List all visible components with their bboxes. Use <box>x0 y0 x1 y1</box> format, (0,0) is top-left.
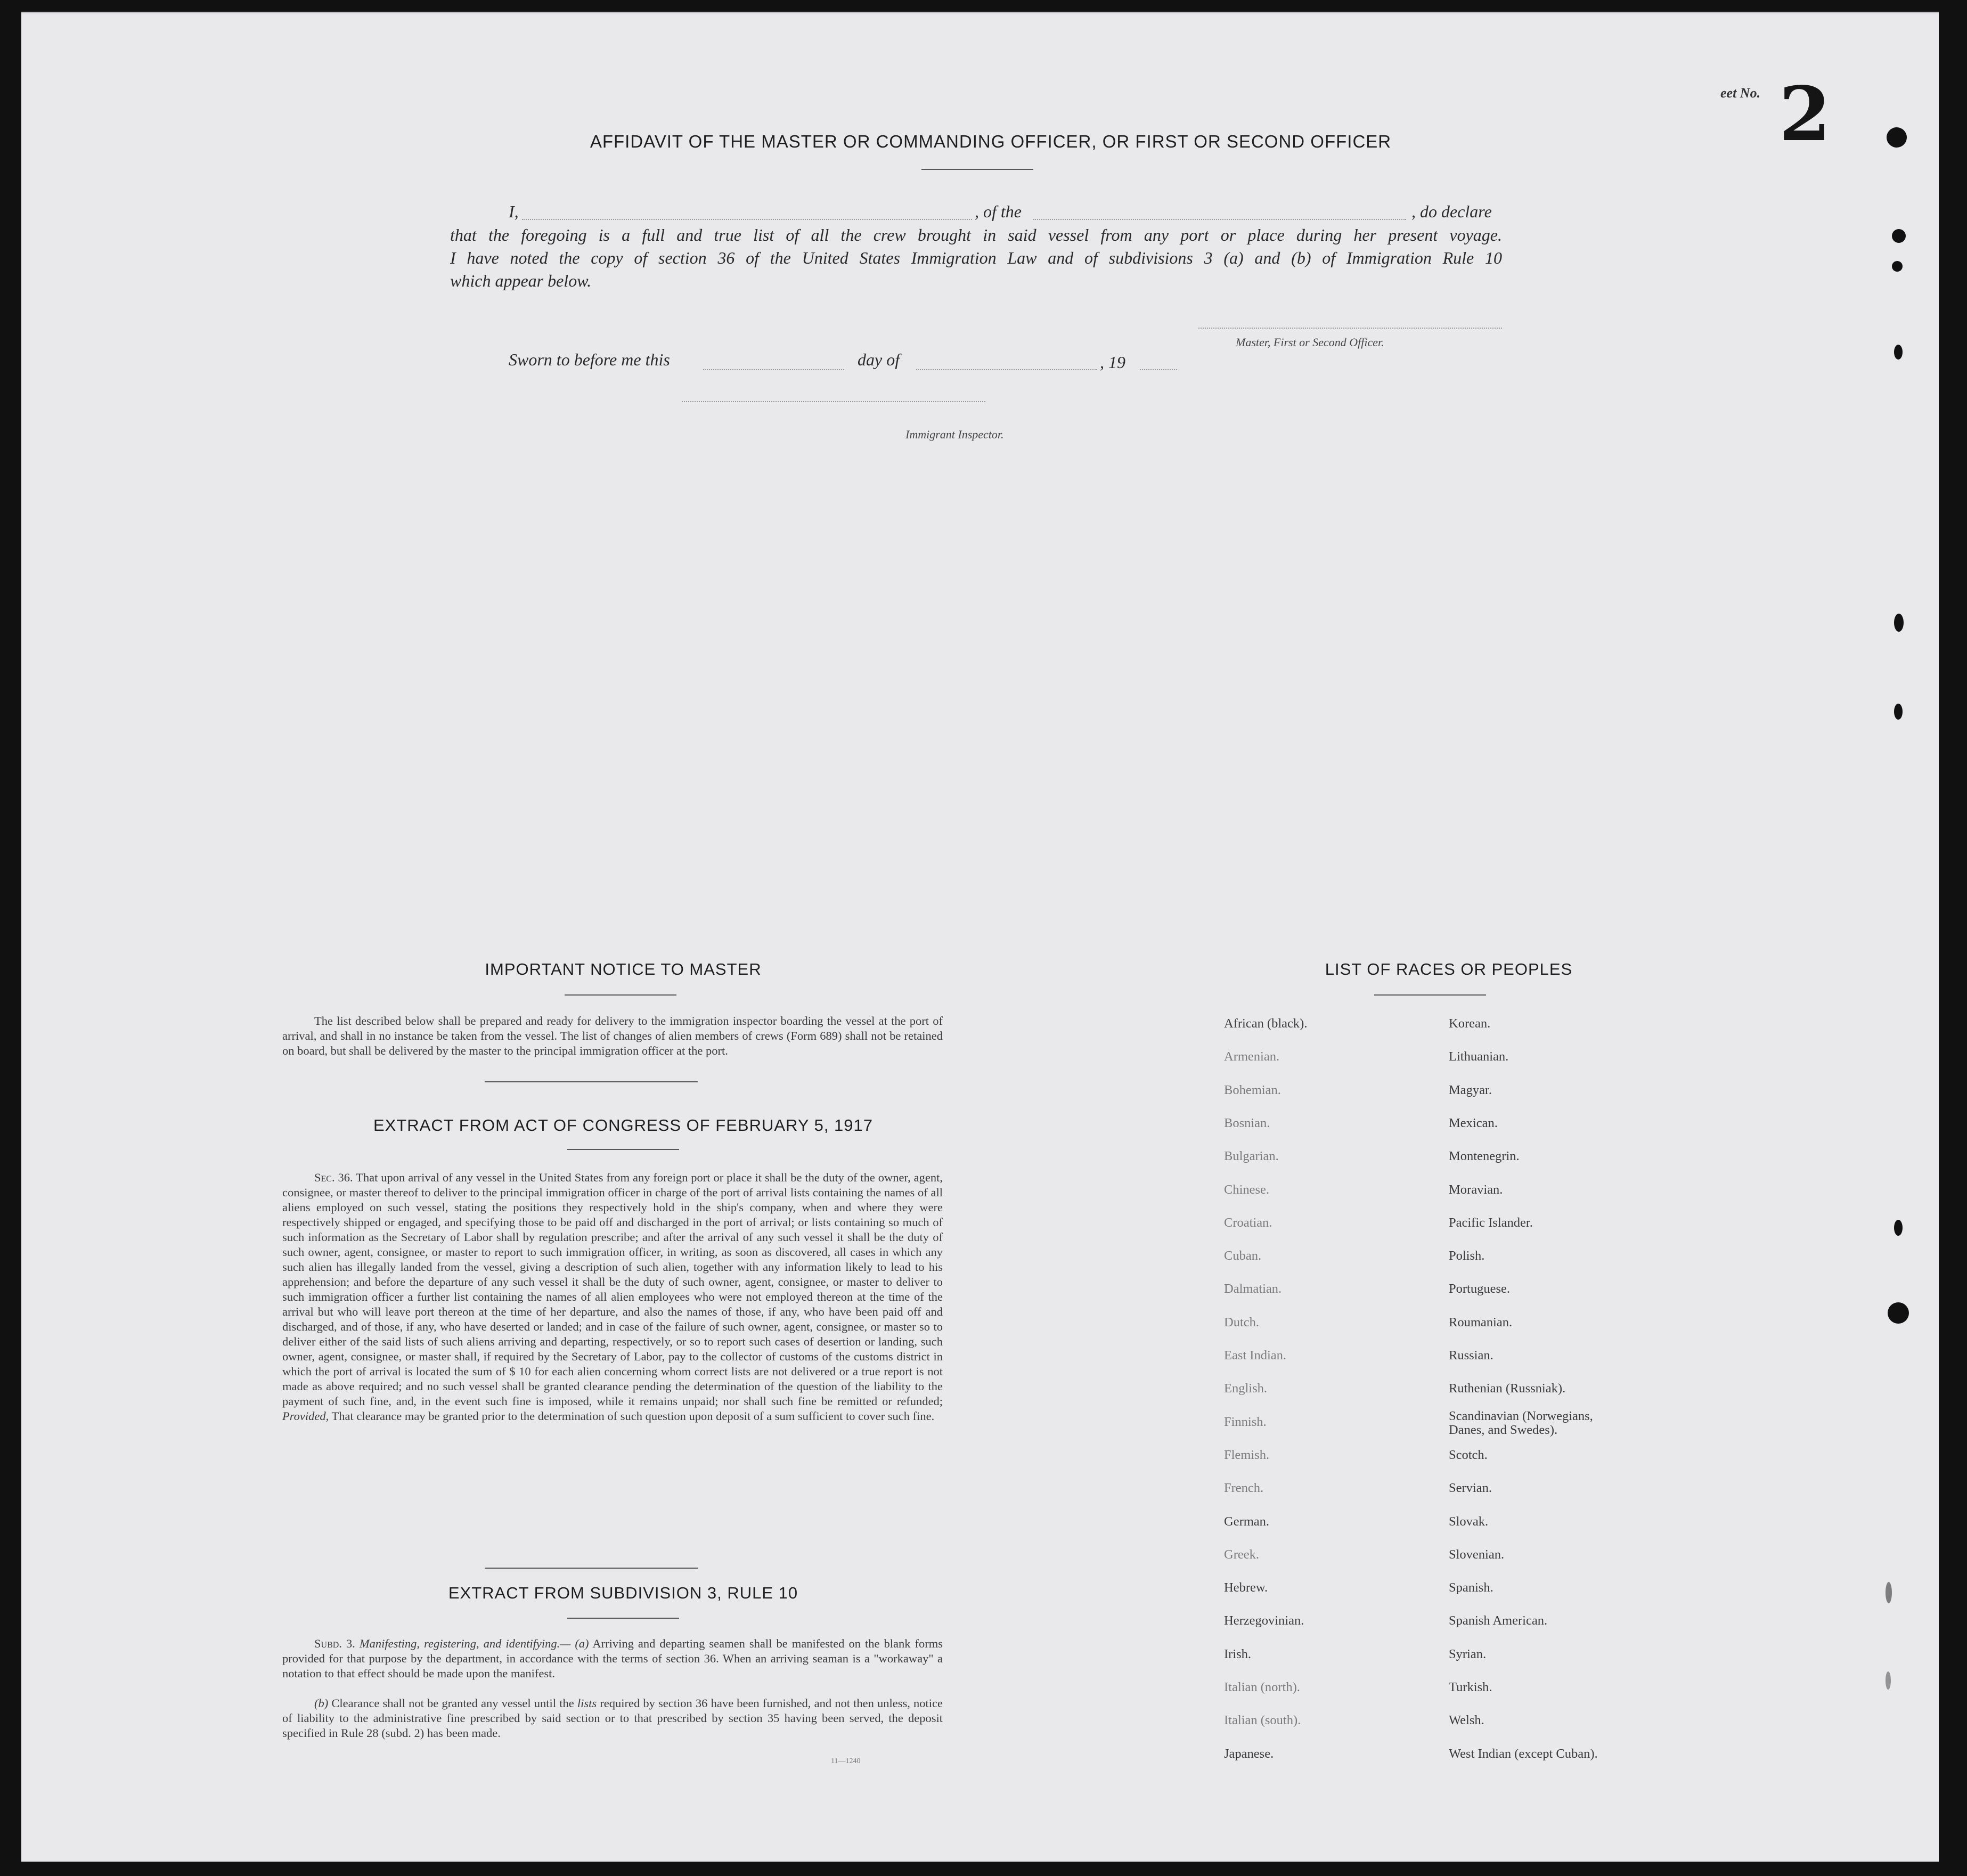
rule-paragraph-b <box>282 1696 943 1741</box>
rule-b-marker: (b) <box>314 1696 329 1710</box>
officer-signature-caption: Master, First or Second Officer. <box>1236 336 1384 349</box>
race-item: Dutch. <box>1224 1315 1259 1329</box>
sworn-year-blank[interactable] <box>1140 369 1177 370</box>
affidavit-line-4: which appear below. <box>450 271 592 290</box>
act-end-rule <box>485 1568 698 1569</box>
sheet-number-label: eet No. <box>1720 85 1761 101</box>
hole-punch-mark <box>1892 261 1903 272</box>
sheet-number-handwritten: 2 <box>1779 71 1831 158</box>
hole-punch-mark <box>1894 614 1904 632</box>
sworn-month-blank[interactable] <box>916 369 1097 370</box>
rule-a-text: Arriving and departing seamen shall be manifested on the blank forms provided for that purpose by the department, in accordance with the terms of section 36. When an arriving seaman is a "workaway" a notation to that effect should be made upon the manifest. <box>282 1637 943 1680</box>
race-item: Ruthenian (Russniak). <box>1449 1381 1566 1396</box>
race-item: German. <box>1224 1514 1270 1529</box>
notice-heading-rule <box>565 994 676 996</box>
manifest-sheet <box>21 12 1939 1862</box>
affidavit-title: AFFIDAVIT OF THE MASTER OR COMMANDING OFFICER, OR FIRST OR SECOND OFFICER <box>590 132 1392 151</box>
race-item: Bosnian. <box>1224 1115 1270 1130</box>
act-heading-rule <box>567 1149 679 1150</box>
race-item: Bohemian. <box>1224 1082 1281 1097</box>
affidavit-do-declare: , do declare <box>1411 202 1492 221</box>
race-item: Croatian. <box>1224 1215 1272 1230</box>
race-item: Welsh. <box>1449 1713 1484 1728</box>
hole-punch-mark <box>1886 1582 1892 1603</box>
affidavit-line-2: that the foregoing is a full and true list of all the crew brought in said vessel from any port or place during her present voyage. <box>450 225 1502 244</box>
vessel-blank-line[interactable] <box>1033 219 1406 220</box>
race-item: Scotch. <box>1449 1447 1488 1462</box>
hole-punch-mark <box>1887 127 1907 148</box>
rule-b-text-2: required by section 36 have been furnished, and not then unless, notice of liability to the administrative fine prescribed by said section or to that prescribed by section 35 having been served, the deposit specified in Rule 28 (subd. 2) has been made. <box>282 1696 943 1740</box>
race-item: Lithuanian. <box>1449 1049 1509 1064</box>
race-item: Polish. <box>1449 1249 1485 1263</box>
affidavit-of-the: , of the <box>975 202 1022 221</box>
race-item: Italian (south). <box>1224 1713 1301 1728</box>
race-item: Armenian. <box>1224 1049 1280 1064</box>
race-item: Italian (north). <box>1224 1680 1300 1694</box>
rule-subd-title: Manifesting, registering, and identifying.— <box>359 1637 571 1650</box>
act-text-part1: That upon arrival of any vessel in the United States from any foreign port or place it shall be the duty of the owner, agent, consignee, or master thereof to deliver to the principal immigration officer in charge of the port of arrival lists containing the names of all aliens employed on such vessel, stating the positions they respectively hold in the ship's company, when and where they were respectively shipped or engaged, and specifying those to be paid off and discharged in the port of arrival; or lists containing so much of such information as the Secretary of Labor shall by regulation prescribe; and after the arrival of any such vessel it shall be the duty of such owner, agent, consignee, or master to report to such immigration officer, in writing, as soon as discovered, all cases in which any such alien has illegally landed from the vessel, giving a description of such alien, together with any information likely to lead to his apprehension; and before the departure of any such vessel it shall be the duty of such owner, agent, consignee, or master to deliver to such immigration officer a further list containing the names of all alien employees who were not employed thereon at the time of the arrival but who will leave port thereon at the time of her departure, and also the names of those, if any, who have been paid off and discharged, and of those, if any, who have deserted or landed; and in case of the failure of such owner, agent, consignee, or master so to deliver either of the said lists of such aliens arriving and departing, respectively, or so to report such cases of desertion or landing, such owner, agent, consignee, or master shall, if required by the Secretary of Labor, pay to the collector of customs of the customs district in which the port of arrival is located the sum of $ 10 for each alien concerning whom correct lists are not delivered or a true report is not made as above required; and no such vessel shall be granted clearance pending the determination of the question of the liability to the payment of such fine, and, in the event such fine is imposed, while it remains unpaid; nor shall such fine be remitted or refunded; <box>282 1171 943 1408</box>
rule-heading-rule <box>567 1618 679 1619</box>
sworn-year-prefix: , 19 <box>1100 353 1125 372</box>
race-item: Moravian. <box>1449 1182 1503 1197</box>
affidavit-title-rule <box>921 169 1033 170</box>
rule-a-marker: (a) <box>575 1637 589 1650</box>
race-item: Finnish. <box>1224 1414 1267 1429</box>
notice-heading: IMPORTANT NOTICE TO MASTER <box>485 960 762 978</box>
race-item: Korean. <box>1449 1016 1491 1031</box>
race-item: Portuguese. <box>1449 1282 1510 1296</box>
race-item: French. <box>1224 1481 1264 1496</box>
race-item: Servian. <box>1449 1481 1492 1496</box>
form-number: 11—1240 <box>831 1757 861 1765</box>
race-item: Greek. <box>1224 1547 1259 1562</box>
race-item: Irish. <box>1224 1646 1252 1661</box>
races-heading: LIST OF RACES OR PEOPLES <box>1325 960 1573 978</box>
act-text-part2: That clearance may be granted prior to the determination of such question upon deposit of a sum sufficient to cover such fine. <box>331 1409 935 1423</box>
race-item: Spanish American. <box>1449 1613 1548 1628</box>
race-item: Russian. <box>1449 1348 1493 1363</box>
sworn-text: Sworn to before me this <box>509 350 670 369</box>
hole-punch-mark <box>1886 1671 1891 1690</box>
act-provided: Provided, <box>282 1409 329 1423</box>
hole-punch-mark <box>1894 704 1903 720</box>
officer-signature-line[interactable] <box>1198 328 1502 329</box>
name-blank-line[interactable] <box>522 219 972 220</box>
race-item: Roumanian. <box>1449 1315 1513 1329</box>
race-item: Chinese. <box>1224 1182 1270 1197</box>
race-item: Hebrew. <box>1224 1580 1268 1595</box>
race-item: Pacific Islander. <box>1449 1215 1533 1230</box>
rule-b-text-1: Clearance shall not be granted any vessel until the <box>331 1696 574 1710</box>
race-item: Montenegrin. <box>1449 1149 1520 1164</box>
race-item: East Indian. <box>1224 1348 1287 1363</box>
race-item: Syrian. <box>1449 1646 1487 1661</box>
notice-end-rule <box>485 1081 698 1082</box>
sworn-day-blank[interactable] <box>703 369 844 370</box>
race-item: English. <box>1224 1381 1267 1396</box>
affidavit-line-3: I have noted the copy of section 36 of the United States Immigration Law and of subdivisions 3 (a) and (b) of Immigration Rule 10 <box>450 248 1502 267</box>
act-section-label: Sec. 36. <box>314 1171 353 1184</box>
notice-paragraph: The list described below shall be prepared and ready for delivery to the immigration inspector boarding the vessel at the port of arrival, and shall in no instance be taken from the vessel. The list of changes of alien members of crews (Form 689) shall not be retained on board, but shall be delivered by the master to the principal immigration officer at the port. <box>282 1014 943 1057</box>
act-paragraph <box>282 1170 943 1424</box>
act-heading: EXTRACT FROM ACT OF CONGRESS OF FEBRUARY 5, 1917 <box>373 1116 874 1135</box>
hole-punch-mark <box>1894 1220 1903 1236</box>
rule-paragraph-a <box>282 1636 943 1681</box>
race-item: Slovenian. <box>1449 1547 1505 1562</box>
hole-punch-mark <box>1888 1302 1909 1324</box>
race-item: West Indian (except Cuban). <box>1449 1746 1598 1761</box>
inspector-signature-line[interactable] <box>682 401 985 402</box>
race-item: Slovak. <box>1449 1514 1489 1529</box>
race-item: Herzegovinian. <box>1224 1613 1304 1628</box>
race-item: Bulgarian. <box>1224 1149 1279 1164</box>
hole-punch-mark <box>1892 229 1906 243</box>
race-item: Spanish. <box>1449 1580 1493 1595</box>
sworn-day-of: day of <box>858 350 900 369</box>
affidavit-i: I, <box>509 202 519 221</box>
hole-punch-mark <box>1894 345 1903 360</box>
rule-heading: EXTRACT FROM SUBDIVISION 3, RULE 10 <box>448 1584 798 1602</box>
race-item: Mexican. <box>1449 1115 1498 1130</box>
race-item: Flemish. <box>1224 1447 1270 1462</box>
race-item: African (black). <box>1224 1016 1308 1031</box>
inspector-caption: Immigrant Inspector. <box>905 428 1004 441</box>
race-item: Japanese. <box>1224 1746 1274 1761</box>
race-item: Dalmatian. <box>1224 1282 1282 1296</box>
race-item: Magyar. <box>1449 1082 1492 1097</box>
races-heading-rule <box>1374 994 1486 996</box>
rule-subd-label: Subd. 3. <box>314 1637 355 1650</box>
race-item: Scandinavian (Norwegians, Danes, and Swedes). <box>1449 1408 1593 1437</box>
race-item: Turkish. <box>1449 1680 1492 1694</box>
race-item: Cuban. <box>1224 1249 1262 1263</box>
rule-b-lists: lists <box>577 1696 597 1710</box>
